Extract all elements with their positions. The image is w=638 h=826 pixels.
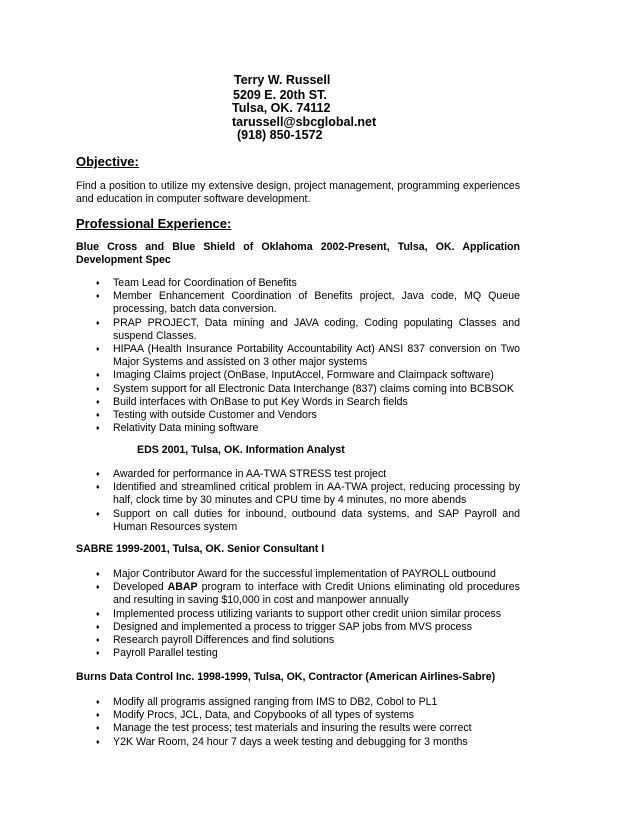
list-item: ♦ Support on call duties for inbound, outbound data systems, and SAP Payroll and Human Resources system	[96, 507, 520, 533]
list-item: ♦ PRAP PROJECT, Data mining and JAVA coding, Coding populating Classes and suspend Classes.	[96, 316, 520, 342]
diamond-bullet-icon: ♦	[96, 484, 100, 492]
job-title-sabre: SABRE 1999-2001, Tulsa, OK. Senior Consultant I	[76, 543, 325, 555]
list-item: ♦ Research payroll Differences and find solutions	[96, 634, 335, 647]
list-item: ♦ Manage the test process; test materials and insuring the results were correct	[96, 722, 472, 735]
diamond-bullet-icon: ♦	[96, 319, 100, 327]
diamond-bullet-icon: ♦	[96, 610, 100, 618]
list-item: ♦ Relativity Data mining software	[96, 422, 259, 435]
diamond-bullet-icon: ♦	[96, 425, 100, 433]
diamond-bullet-icon: ♦	[96, 712, 100, 720]
diamond-bullet-icon: ♦	[96, 280, 100, 287]
contact-address: 5209 E. 20th ST.	[233, 88, 327, 102]
list-item: ♦ Major Contributor Award for the successful implementation of PAYROLL outbound	[96, 568, 496, 580]
list-item: ♦ Payroll Parallel testing	[96, 647, 218, 660]
list-item: ♦ Developed ABAP program to interface with Credit Unions eliminating old procedures and resulting in saving $10,000 in cost and manpower annually	[96, 581, 520, 607]
job-title-eds: EDS 2001, Tulsa, OK. Information Analyst	[137, 444, 345, 456]
diamond-bullet-icon: ♦	[96, 293, 100, 301]
diamond-bullet-icon: ♦	[96, 650, 100, 658]
job-bullets-burns	[96, 696, 520, 749]
diamond-bullet-icon: ♦	[96, 412, 100, 420]
contact-name: Terry W. Russell	[234, 73, 331, 87]
diamond-bullet-icon: ♦	[96, 346, 100, 354]
diamond-bullet-icon: ♦	[96, 725, 100, 733]
list-item: ♦ Testing with outside Customer and Vendors	[96, 409, 317, 422]
job-bullets-sabre	[96, 568, 520, 660]
list-item: ♦ Build interfaces with OnBase to put Key Words in Search fields	[96, 395, 408, 408]
list-item: ♦ HIPAA (Health Insurance Portability Accountability Act) ANSI 837 conversion on Two Major Systems and assisted on 3 other major systems	[96, 343, 520, 369]
diamond-bullet-icon: ♦	[96, 637, 100, 645]
diamond-bullet-icon: ♦	[96, 699, 100, 706]
list-item: ♦ Modify Procs, JCL, Data, and Copybooks of all types of systems	[96, 709, 414, 722]
list-item: ♦ Implemented process utilizing variants to support other credit union similar process	[96, 607, 502, 620]
list-item: ♦ Imaging Claims project (OnBase, InputAccel, Formware and Claimpack software)	[96, 369, 494, 382]
diamond-bullet-icon: ♦	[96, 385, 100, 393]
list-item: ♦ Team Lead for Coordination of Benefits	[96, 277, 297, 289]
list-item: ♦ System support for all Electronic Data Interchange (837) claims coming into BCBSOK	[96, 382, 514, 395]
job-title-bcbs: Blue Cross and Blue Shield of Oklahoma 2002-Present, Tulsa, OK. Application Development Spec	[76, 241, 520, 266]
diamond-bullet-icon: ♦	[96, 738, 100, 746]
contact-email: tarussell@sbcglobal.net	[232, 115, 377, 129]
contact-phone: (918) 850-1572	[237, 128, 323, 142]
list-item: ♦ Modify all programs assigned ranging from IMS to DB2, Cobol to PL1	[96, 696, 438, 708]
list-item: ♦ Awarded for performance in AA-TWA STRESS test project	[96, 468, 387, 480]
diamond-bullet-icon: ♦	[96, 584, 100, 592]
list-item: ♦ Member Enhancement Coordination of Benefits project, Java code, MQ Queue processing, batch data conversion.	[96, 290, 520, 316]
diamond-bullet-icon: ♦	[96, 623, 100, 631]
list-item: ♦ Y2K War Room, 24 hour 7 days a week testing and debugging for 3 months	[96, 735, 468, 748]
diamond-bullet-icon: ♦	[96, 398, 100, 406]
abap-keyword: ABAP	[167, 581, 198, 594]
job-title-burns: Burns Data Control Inc. 1998-1999, Tulsa, OK, Contractor (American Airlines-Sabre)	[76, 671, 496, 683]
experience-heading: Professional Experience:	[76, 216, 232, 231]
job-bullets-eds	[96, 468, 520, 534]
job-bullets-bcbs	[96, 277, 520, 435]
objective-heading: Objective:	[76, 154, 139, 169]
list-item: ♦ Designed and implemented a process to trigger SAP jobs from MVS process	[96, 620, 472, 633]
diamond-bullet-icon: ♦	[96, 372, 100, 380]
diamond-bullet-icon: ♦	[96, 571, 100, 578]
objective-text: Find a position to utilize my extensive design, project management, programming experiences and education in computer software development.	[76, 180, 520, 205]
diamond-bullet-icon: ♦	[96, 510, 100, 518]
diamond-bullet-icon: ♦	[96, 471, 100, 478]
list-item: ♦ Identified and streamlined critical problem in AA-TWA project, reducing processing by half, clock time by 30 minutes and CPU time by 4 minutes, no more abends	[96, 481, 520, 507]
contact-city: Tulsa, OK. 74112	[232, 101, 331, 115]
